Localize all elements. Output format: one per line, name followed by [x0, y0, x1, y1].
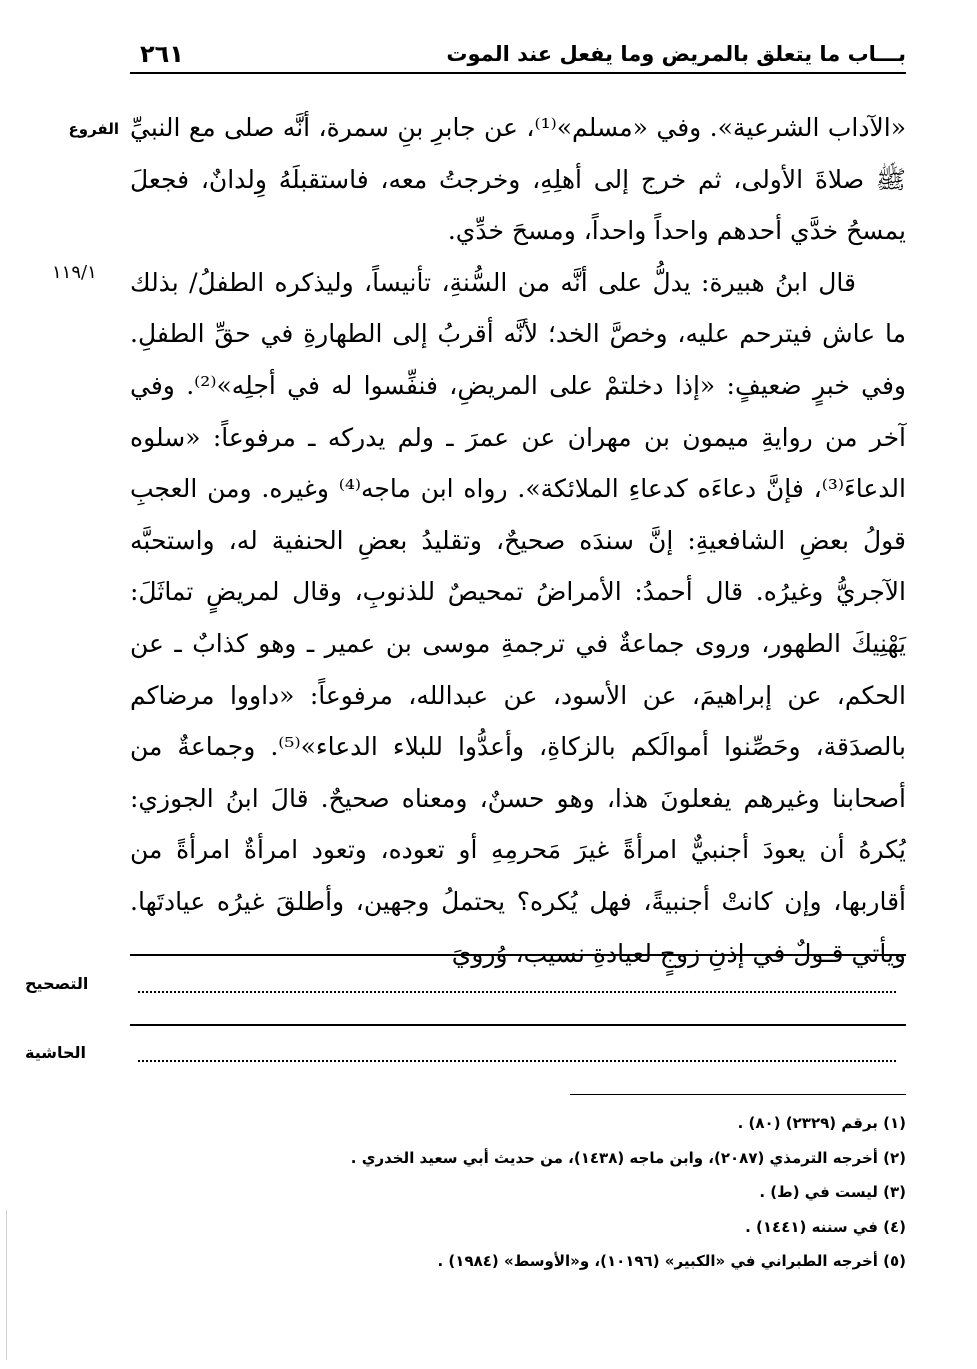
margin-page-reference: ١١٩/١ — [52, 262, 97, 283]
paragraph: قال ابنُ هبيرة: يدلُّ على أنَّه من السُّنةِ، تأنيساً، وليذكره الطفلُ/ بذلك ما عاش فيترحم عليه، وخصَّ الخد؛ لأنَّه أقربُ إلى الطهارةِ في حقِّ الطفلِ. وفي خبرٍ ضعيفٍ: «إذا دخلتمْ على المريضِ، فنفِّسوا له في أجلِه»⁽²⁾. وفي آخر من روايةِ ميمون بن مهران عن عمرَ ـ ولم يدركه ـ مرفوعاً: «سلوه الدعاءَ⁽³⁾، فإنَّ دعاءَه كدعاءِ الملائكة». رواه ابن ماجه⁽⁴⁾ وغيره. ومن العجبِ قولُ بعضِ الشافعيةِ: إنَّ سندَه صحيحٌ، وتقليدُ بعضِ الحنفية له، واستحبَّه الآجريُّ وغيرُه. قال أحمدُ: الأمراضُ تمحيصٌ للذنوبِ، وقال لمريضٍ تماثَلَ: يَهْنِيكَ الطهور، وروى جماعةٌ في ترجمةِ موسى بن عمير ـ وهو كذابٌ ـ عن الحكم، عن إبراهيمَ، عن الأسود، عن عبدالله، مرفوعاً: «داووا مرضاكم بالصدَقة، وحَصِّنوا أموالَكم بالزكاةِ، وأعدُّوا للبلاء الدعاء»⁽⁵⁾. وجماعةٌ من أصحابنا وغيرهم يفعلونَ هذا، وهو حسنٌ، ومعناه صحيحٌ. قالَ ابنُ الجوزي: يُكرهُ أن يعودَ أجنبيٌّ امرأةً غيرَ مَحرمِهِ أو تعوده، وتعود امرأةٌ امرأةً من أقاربها، وإن كانتْ أجنبيةً، فهل يُكره؟ يحتملُ وجهين، وأطلقَ غيرُه عيادتَها. ويأتي قـولٌ في إذنِ زوجٍ لعيادةِ نسيب، وُرويَ — [130, 267, 906, 968]
running-title: بـــاب ما يتعلق بالمريض وما يفعل عند الموت — [446, 42, 906, 66]
scan-edge-line — [6, 1210, 7, 1360]
header-rule — [130, 72, 906, 74]
field-divider-rule — [130, 1024, 906, 1026]
dotted-line — [138, 1060, 896, 1062]
dotted-line — [138, 991, 896, 993]
footnote: (٣) ليست في (ط) . — [759, 1183, 906, 1201]
main-text — [130, 102, 906, 979]
footnote-rule — [570, 1094, 906, 1095]
footnote: (٢) أخرجه الترمذي (٢٠٨٧)، وابن ماجه (١٤٣٨)، من حديث أبي سعيد الخدري . — [350, 1148, 906, 1167]
tashih-label: التصحيح — [25, 974, 89, 993]
page-header — [130, 38, 906, 70]
text-end-rule — [130, 954, 906, 956]
footnotes — [130, 1106, 906, 1279]
hashiya-label: الحاشية — [25, 1043, 86, 1062]
hashiya-field — [25, 1043, 906, 1072]
footnote: (٤) في سننه (١٤٤١) . — [745, 1217, 906, 1236]
footnote: (١) برقم (٢٣٢٩) (٨٠) . — [737, 1114, 906, 1132]
paragraph: «الآداب الشرعية». وفي «مسلم»⁽¹⁾، عن جابرِ بنِ سمرة، أنَّه صلى مع النبيِّ ﷺ صلاةَ الأولى، ثم خرج إلى أهلِهِ، وخرجتُ معه، فاستقبلَهُ وِلدانٌ، فجعلَ يمسحُ خدَّي أحدهم واحداً واحداً، ومسحَ خدِّي. — [130, 113, 906, 246]
margin-section-label: الفروع — [68, 120, 119, 138]
tashih-field — [25, 974, 906, 1003]
page-number: ٢٦١ — [140, 40, 184, 68]
footnote: (٥) أخرجه الطبراني في «الكبير» (١٠١٩٦)، و«الأوسط» (١٩٨٤) . — [437, 1252, 906, 1270]
